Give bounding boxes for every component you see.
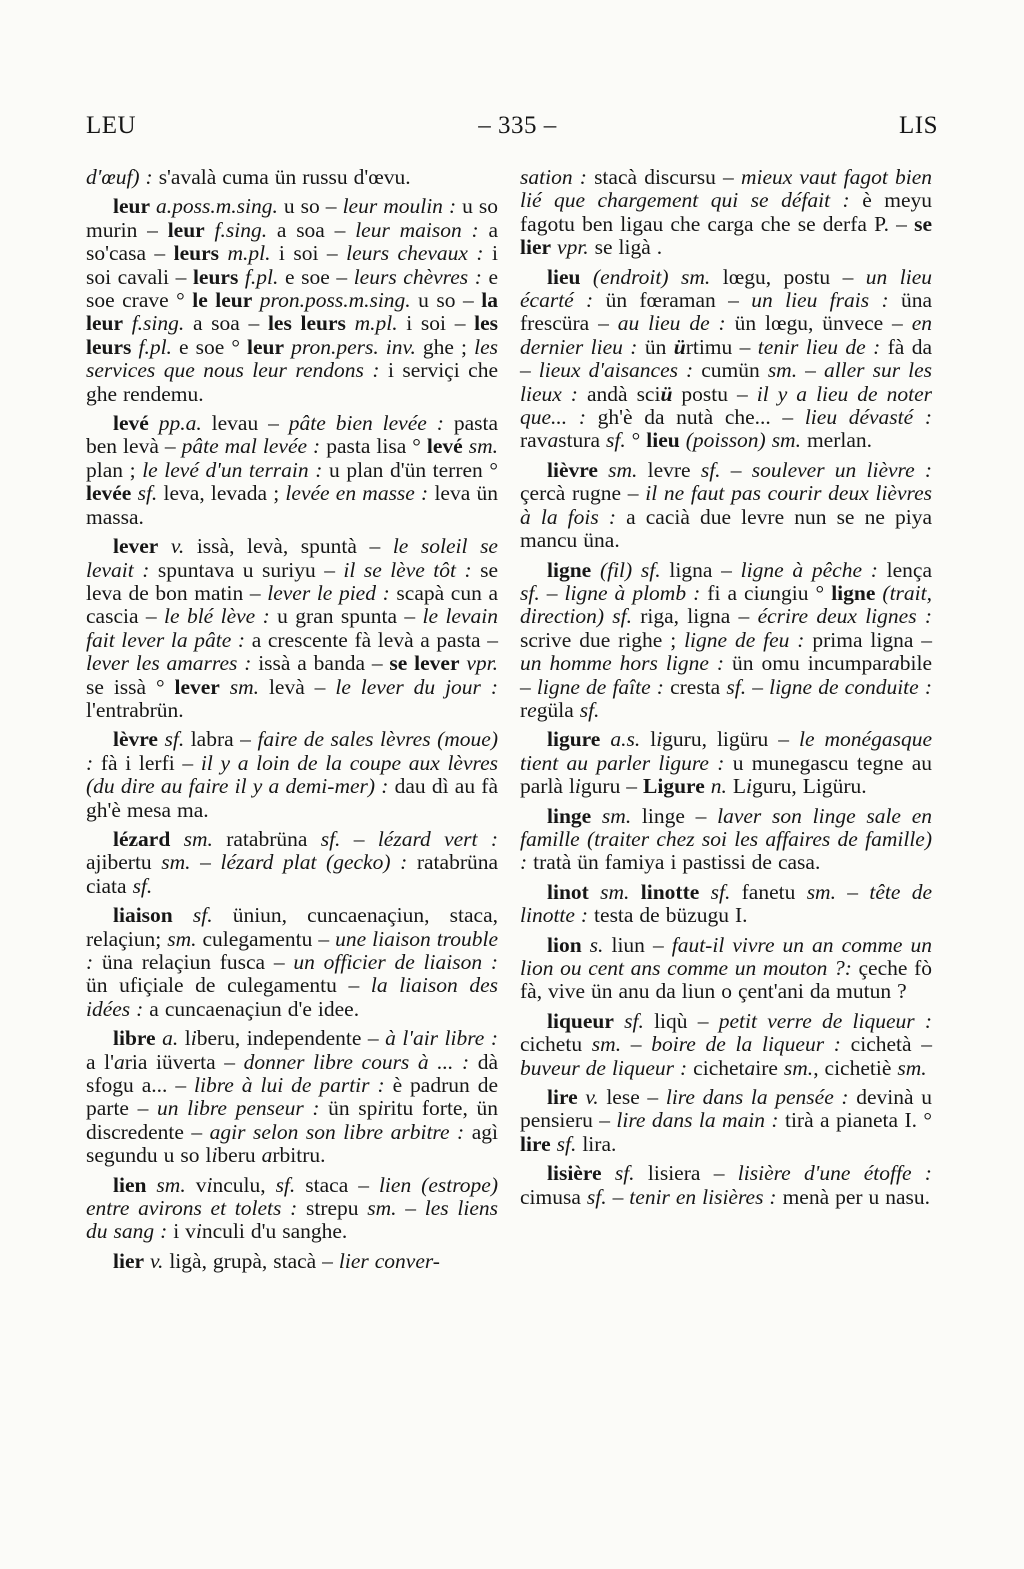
headword: lire <box>547 1085 578 1110</box>
dictionary-entry: lien sm. vinculu, sf. staca – lien (estrope) entre avirons et tolets : strepu sm. – les liens du sang : i vinculi d'u sanghe. <box>86 1172 499 1244</box>
dictionary-entry: lier v. ligà, grupà, stacà – lier conver- <box>113 1248 440 1273</box>
headword: levé <box>426 434 463 459</box>
headword: levé <box>113 411 149 436</box>
text-columns <box>86 166 932 1273</box>
headword: lézard <box>113 826 171 851</box>
headword: les leurs <box>86 311 499 359</box>
dictionary-entry: leur a.poss.m.sing. u so – leur moulin : u so murin – leur f.sing. a soa – leur maison : a so'casa – leurs m.pl. i soi – leurs chevaux : i soi cavali – leurs f.pl. e soe – leurs chèvres : e soe crave ° le leur pron.poss.m.sing. u so – la leur f.sing. a soa – les leurs m.pl. i soi – les leurs f.pl. e soe ° leur pron.pers. inv. ghe ; les services que nous leur rendons : i serviçi che ghe rendemu. <box>86 194 499 406</box>
headword: leurs <box>173 241 220 266</box>
entry-continuation: sation : stacà discursu – mieux vaut fagot bien lié que chargement qui se défait : è meyu fagotu ben ligau che carga che se derfa P. – se lier vpr. se ligà . <box>520 165 932 260</box>
dictionary-entry: liqueur sf. liqù – petit verre de liqueur : cichetu sm. – boire de la liqueur : cichetà – buveur de liqueur : cichetaire sm., cichetiè sm. <box>520 1008 932 1080</box>
headword: lieu <box>646 428 680 453</box>
headword: lever <box>113 534 159 559</box>
dictionary-entry: linge sm. linge – laver son linge sale en famille (traiter chez soi les affaires de famille) : tratà ün famiya i pastissi de casa. <box>520 803 932 875</box>
dictionary-entry: levé pp.a. levau – pâte bien levée : pasta ben levà – pâte mal levée : pasta lisa ° levé sm. plan ; le levé d'un terrain : u plan d'ün terren ° levée sf. leva, levada ; levée en masse : leva ün massa. <box>86 411 498 529</box>
headword: linotte <box>640 879 700 904</box>
page-number: – 335 – <box>478 112 557 139</box>
headword: les leurs <box>267 311 346 336</box>
headword: se lier <box>520 211 932 260</box>
headword: leur <box>113 194 151 219</box>
dictionary-entry: libre a. liberu, independente – à l'air libre : a l'aria iüverta – donner libre cours à ... : dà sfogu a... – libre à lui de partir : è padrun de parte – un libre penseur : ün spiritu forte, ün discredente – agir selon son libre arbitre : agì segundu u so liberu arbitru. <box>86 1026 498 1168</box>
dictionary-entry: lèvre sf. labra – faire de sales lèvres (moue) : fà i lerfi – il y a loin de la coupe aux lèvres (du dire au faire il y a demi-mer) : dau dì au fà gh'è mesa ma. <box>86 727 499 822</box>
dictionary-entry: linot sm. linotte sf. fanetu sm. – tête de linotte : testa de büzugu I. <box>520 879 933 928</box>
headword: libre <box>113 1026 156 1051</box>
headword: lever <box>174 674 220 699</box>
dictionary-entry: liaison sf. üniun, cuncaenaçiun, staca, relaçiun; sm. culegamentu – une liaison trouble : üna relaçiun fusca – un officier de liaison : ün ufiçiale de culegamentu – la liaison des idées : a cuncaenaçiun d'e idee. <box>86 903 499 1021</box>
headword: linge <box>547 803 592 828</box>
headword: le leur <box>192 288 253 313</box>
entry-continuation: d'œuf) : s'avalà cuma ün russu d'œvu. <box>86 165 411 189</box>
headword: lieu <box>547 264 581 289</box>
headword: la leur <box>86 288 498 336</box>
dictionary-entry: ligure a.s. liguru, ligüru – le monégasque tient au parler ligure : u munegascu tegne au parlà liguru – Ligure n. Liguru, Ligüru. <box>520 727 933 799</box>
headword: lion <box>547 932 582 957</box>
dictionary-entry: ligne (fil) sf. ligna – ligne à pêche : lença sf. – ligne à plomb : fi a ciungiu ° ligne (trait, direction) sf. riga, ligna – écrire deux lignes : scrive due righe ; ligne de feu : prima ligna – un homme hors ligne : ün omu incumparabile – ligne de faîte : cresta sf. – ligne de conduite : regüla sf. <box>520 557 933 722</box>
headword: lier <box>113 1248 145 1273</box>
headword: ligure <box>547 727 601 752</box>
headword: Ligure <box>643 774 705 799</box>
page-header <box>86 112 938 140</box>
dictionary-entry: lieu (endroit) sm. lœgu, postu – un lieu écarté : ün fœraman – un lieu frais : üna frescüra – au lieu de : ün lœgu, ünvece – en dernier lieu : ün ürtimu – tenir lieu de : fà da – lieux d'aisances : cumün sm. – aller sur les lieux : andà sciü postu – il y a lieu de noter que... : gh'è da nutà che... – lieu dévasté : ravastura sf. ° lieu (poisson) sm. merlan. <box>520 264 933 453</box>
headword: lire <box>520 1131 551 1156</box>
headword: ligne <box>831 580 876 605</box>
headword: lien <box>113 1172 147 1197</box>
headword: leurs <box>192 264 239 289</box>
headword: ligne <box>547 557 592 582</box>
headword: leur <box>247 334 285 359</box>
headword: lièvre <box>547 457 598 482</box>
guide-word-left: LEU <box>86 112 137 139</box>
headword: liaison <box>113 903 173 928</box>
headword: leur <box>167 217 205 242</box>
headword: lèvre <box>113 727 158 752</box>
guide-word-right: LIS <box>898 112 938 139</box>
dictionary-entry: lion s. liun – faut-il vivre un an comme un lion ou cent ans comme un mouton ?: çeche fò fà, vive ün anu da liun o çent'ani da mutun ? <box>520 932 932 1004</box>
dictionary-entry: lézard sm. ratabrüna sf. – lézard vert : ajibertu sm. – lézard plat (gecko) : ratabrüna ciata sf. <box>86 826 499 898</box>
headword: liqueur <box>547 1008 614 1033</box>
dictionary-entry: lisière sf. lisiera – lisière d'une étoffe : cimusa sf. – tenir en lisières : menà per u nasu. <box>520 1161 932 1209</box>
dictionary-entry: lièvre sm. levre sf. – soulever un lièvre : çercà rugne – il ne faut pas courir deux lièvres à la fois : a cacià due levre nun se ne piya mancu üna. <box>520 457 933 553</box>
headword: lisière <box>547 1161 602 1186</box>
headword: levée <box>86 481 132 506</box>
headword: linot <box>547 879 589 904</box>
dictionary-entry: lever v. issà, levà, spuntà – le soleil se levait : spuntava u suriyu – il se lève tôt : se leva de bon matin – lever le pied : scapà cun a cascia – le blé lève : u gran spunta – le levain fait lever la pâte : a crescente fà levà a pasta – lever les amarres : issà a banda – se lever vpr. se issà ° lever sm. levà – le lever du jour : l'entrabrün. <box>86 534 498 722</box>
left-column <box>86 166 498 1273</box>
dictionary-entry: lire v. lese – lire dans la pensée : devinà u pensieru – lire dans la main : tirà a pianeta I. ° lire sf. lira. <box>520 1085 932 1156</box>
right-column <box>520 166 932 1273</box>
headword: se lever <box>389 651 460 676</box>
